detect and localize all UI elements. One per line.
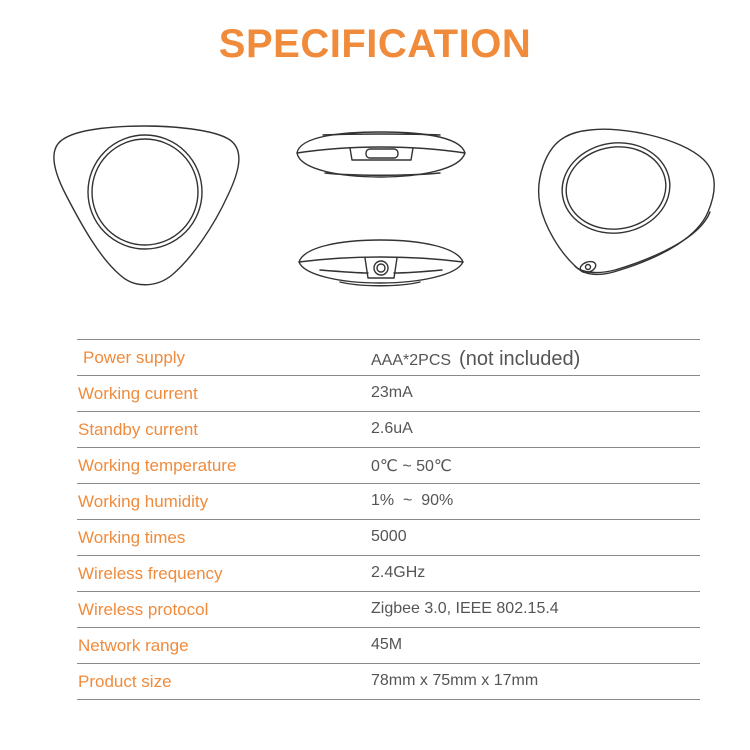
perspective-view-drawing <box>539 129 715 274</box>
spec-row-standby-current <box>77 412 700 448</box>
spec-label: Working temperature <box>78 456 237 475</box>
spec-value <box>371 348 580 371</box>
spec-value: 2.4GHz <box>371 564 426 581</box>
spec-label: Wireless protocol <box>78 600 209 619</box>
spec-row-wireless-frequency <box>77 556 700 592</box>
spec-row-working-humidity <box>77 484 700 520</box>
product-line-drawings <box>0 0 750 330</box>
spec-label: Power supply <box>83 348 186 367</box>
spec-value: 0℃ ~ 50℃ <box>371 458 452 475</box>
spec-table <box>77 339 700 700</box>
spec-row-power-supply <box>77 340 700 376</box>
bottom-view-drawing <box>299 240 463 286</box>
spec-value: 45M <box>371 636 403 653</box>
spec-value: 5000 <box>371 528 407 545</box>
spec-label: Network range <box>78 636 189 655</box>
spec-value-text: AAA*2PCS <box>371 352 452 369</box>
spec-value: 23mA <box>371 384 413 401</box>
spec-row-working-times <box>77 520 700 556</box>
spec-row-product-size <box>77 664 700 700</box>
spec-row-working-temperature <box>77 448 700 484</box>
spec-row-network-range <box>77 628 700 664</box>
spec-value: 1% ~ 90% <box>371 492 454 509</box>
spec-label: Wireless frequency <box>78 564 223 583</box>
spec-label: Working humidity <box>78 492 209 511</box>
spec-value: 2.6uA <box>371 420 413 437</box>
spec-label: Product size <box>78 672 172 691</box>
front-view-drawing <box>54 126 239 285</box>
spec-note: (not included) <box>459 348 581 370</box>
spec-row-working-current <box>77 376 700 412</box>
spec-label: Working current <box>78 384 198 403</box>
page-title: SPECIFICATION <box>218 22 532 66</box>
spec-row-wireless-protocol <box>77 592 700 628</box>
spec-value: Zigbee 3.0, IEEE 802.15.4 <box>371 600 559 617</box>
top-view-drawing <box>297 132 465 177</box>
spec-label: Standby current <box>78 420 199 439</box>
spec-value: 78mm x 75mm x 17mm <box>371 672 539 689</box>
spec-label: Working times <box>78 528 186 547</box>
